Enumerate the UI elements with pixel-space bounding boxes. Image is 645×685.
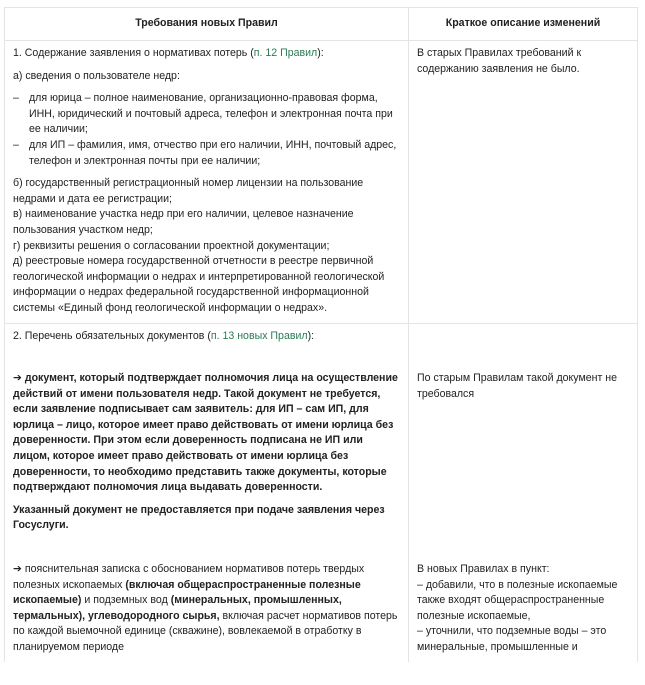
row2-left-cell: 2. Перечень обязательных документов (п. 13 новых Правил): (5, 323, 409, 355)
row4-left-cell: ➔ пояснительная записка с обоснованием нормативов потерь твердых полезных ископаемых (включая общераспространенные полезные ископаемые) и подземных вод (минеральных, промышленных, термальных), углеводородного сырья, включая расчет нормативов потерь по каждой выемочной единице (скважине), вовлекаемой в отработку в планируемом периоде (5, 554, 409, 662)
row4-change-intro: В новых Правилах в пункт: (417, 563, 550, 576)
comparison-table (4, 7, 638, 662)
table-row (5, 41, 638, 324)
bullet-legal-entity: для юрица – полное наименование, организационно-правовая форма, ИНН, юридический и почтовый адреса, телефон и электронная почта при ее наличии; (29, 92, 393, 136)
item-a-heading: а) сведения о пользователе недр: (13, 69, 180, 82)
row1-left-cell (5, 41, 409, 324)
list-item: – для ИП – фамилия, имя, отчество при его наличии, ИНН, почтовый адрес, телефон и электронная почты при ее наличии; (13, 138, 397, 167)
row3-left-cell (5, 355, 409, 554)
row4-change-item: – добавили, что в полезные ископаемые также входят общераспространенные полезные ископаемые, (417, 578, 618, 622)
rule-link-p12[interactable]: п. 12 Правил (253, 47, 318, 59)
row3-change-note: По старым Правилам такой документ не требовался (417, 372, 618, 400)
row2-right-cell (409, 323, 638, 355)
table-row (5, 323, 638, 355)
item-g: г) реквизиты решения о согласовании проектной документации; (13, 239, 330, 252)
row3-right-cell (409, 355, 638, 554)
bullet-individual: для ИП – фамилия, имя, отчество при его наличии, ИНН, почтовый адрес, телефон и электронная почты при ее наличии; (29, 138, 397, 167)
row1-change-note: В старых Правилах требований к содержанию заявления не было. (417, 47, 582, 75)
gosuslugi-note: Указанный документ не предоставляется при подаче заявления через Госуслуги. (13, 503, 385, 532)
row4-change-item: – уточнили, что подземные воды – это минеральные, промышленные и (417, 625, 607, 653)
header-new-rules: Требования новых Правил (5, 8, 409, 41)
arrow-icon: ➔ (13, 372, 22, 385)
row4-right-cell (409, 554, 638, 662)
row1-title: 1. Содержание заявления о нормативах потерь (п. 12 Правил): (13, 47, 324, 59)
rule-link-p13[interactable]: п. 13 новых Правил (210, 329, 308, 342)
table-row (5, 355, 638, 554)
row1-right-cell (409, 41, 638, 324)
header-changes: Краткое описание изменений (409, 8, 638, 41)
item-d: д) реестровые номера государственной отчетности в реестре первичной геологической информации о недрах и интерпретированной геологической информации о недрах федеральной государственной информационной системы «Единый фонд геологической информации о недрах». (13, 255, 385, 314)
arrow-icon: ➔ (13, 563, 22, 576)
list-item: – для юрица – полное наименование, организационно-правовая форма, ИНН, юридический и почтовый адреса, телефон и электронная почта при ее наличии; (13, 92, 393, 136)
authority-document-text: ➔ документ, который подтверждает полномочия лица на осуществление действий от имени пользователя недр. Такой документ не требуется, если заявление подписывает сам заявитель: для ИП – сам ИП, для юрлица – лицо, которое имеет право действовать от имени юрлица без доверенности. При этом если доверенность подписана не ИП или лицом, которое имеет право действовать от имени юрлица без доверенности, то необходимо представить также документы, которые подтверждают полномочия лица выдавать доверенности. (13, 372, 398, 494)
item-v: в) наименование участка недр при его наличии, целевое назначение пользования участком недр; (13, 208, 354, 236)
table-row (5, 554, 638, 662)
item-b: б) государственный регистрационный номер лицензии на пользование недрами и дата ее регистрации; (13, 177, 364, 205)
table-header-row (5, 8, 638, 41)
